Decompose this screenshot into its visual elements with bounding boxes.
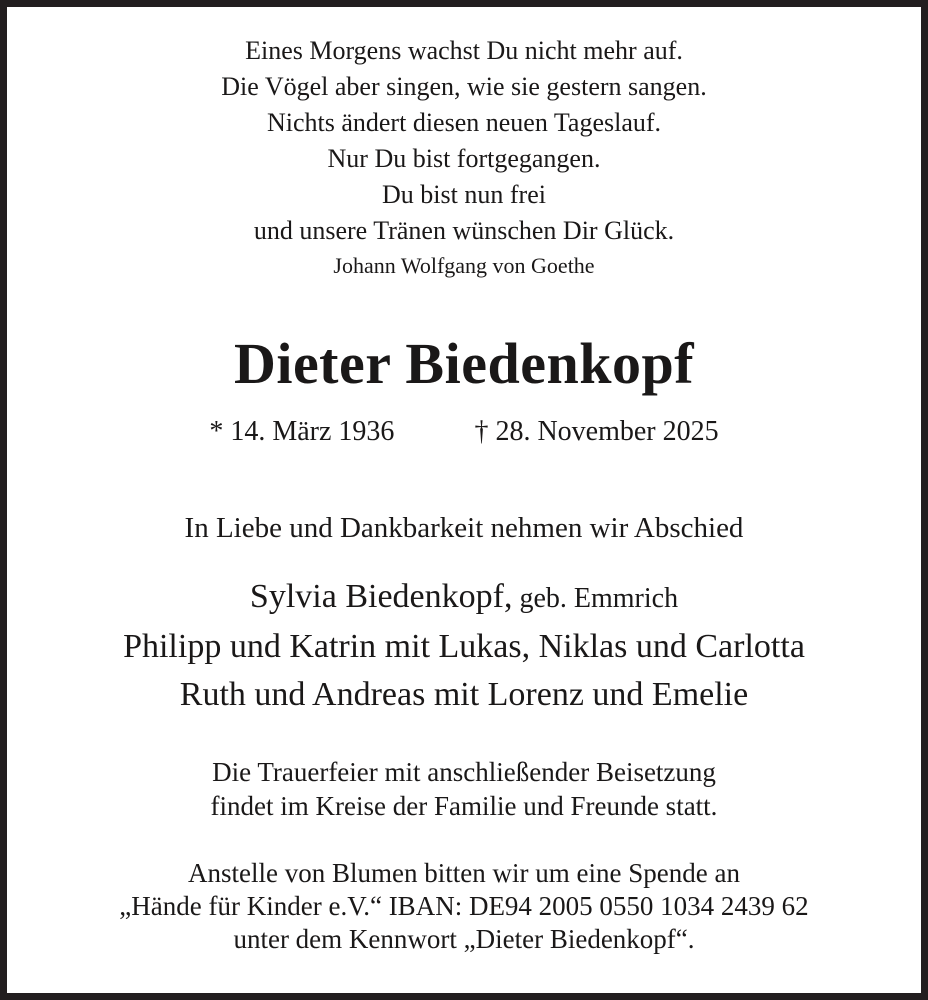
poem-line: Nichts ändert diesen neuen Tageslauf. xyxy=(266,108,662,137)
mourner-line: Ruth und Andreas mit Lorenz und Emelie xyxy=(179,676,749,713)
poem-line: Die Vögel aber singen, wie sie gestern sangen. xyxy=(221,72,707,101)
farewell-intro: In Liebe und Dankbarkeit nehmen wir Abschied xyxy=(184,512,744,544)
poem xyxy=(7,33,921,249)
donation-info xyxy=(7,857,921,956)
death-date: † 28. November 2025 xyxy=(474,416,719,447)
poem-attribution: Johann Wolfgang von Goethe xyxy=(333,253,595,278)
widow-maiden-name: geb. Emmrich xyxy=(512,583,679,614)
funeral-line: Die Trauerfeier mit anschließender Beisetzung xyxy=(212,757,716,787)
funeral-info xyxy=(7,755,921,823)
donation-line-keyword: unter dem Kennwort „Dieter Biedenkopf“. xyxy=(233,924,695,954)
birth-date: * 14. März 1936 xyxy=(209,416,395,447)
poem-line: Eines Morgens wachst Du nicht mehr auf. xyxy=(245,36,683,65)
widow-name: Sylvia Biedenkopf, xyxy=(249,578,513,615)
mourner-line: Philipp und Katrin mit Lukas, Niklas und Carlotta xyxy=(123,628,805,665)
poem-line: Du bist nun frei xyxy=(382,180,546,209)
funeral-line: findet im Kreise der Familie und Freunde statt. xyxy=(210,791,718,821)
deceased-name: Dieter Biedenkopf xyxy=(233,331,695,396)
mourner-line-widow xyxy=(7,573,921,623)
mourners-list xyxy=(7,573,921,719)
poem-line: und unsere Tränen wünschen Dir Glück. xyxy=(253,216,675,245)
poem-line: Nur Du bist fortgegangen. xyxy=(327,144,601,173)
life-dates xyxy=(7,413,921,451)
donation-line-iban: „Hände für Kinder e.V.“ IBAN: DE94 2005 0550 1034 2439 62 xyxy=(119,891,809,921)
donation-line: Anstelle von Blumen bitten wir um eine Spende an xyxy=(188,858,740,888)
